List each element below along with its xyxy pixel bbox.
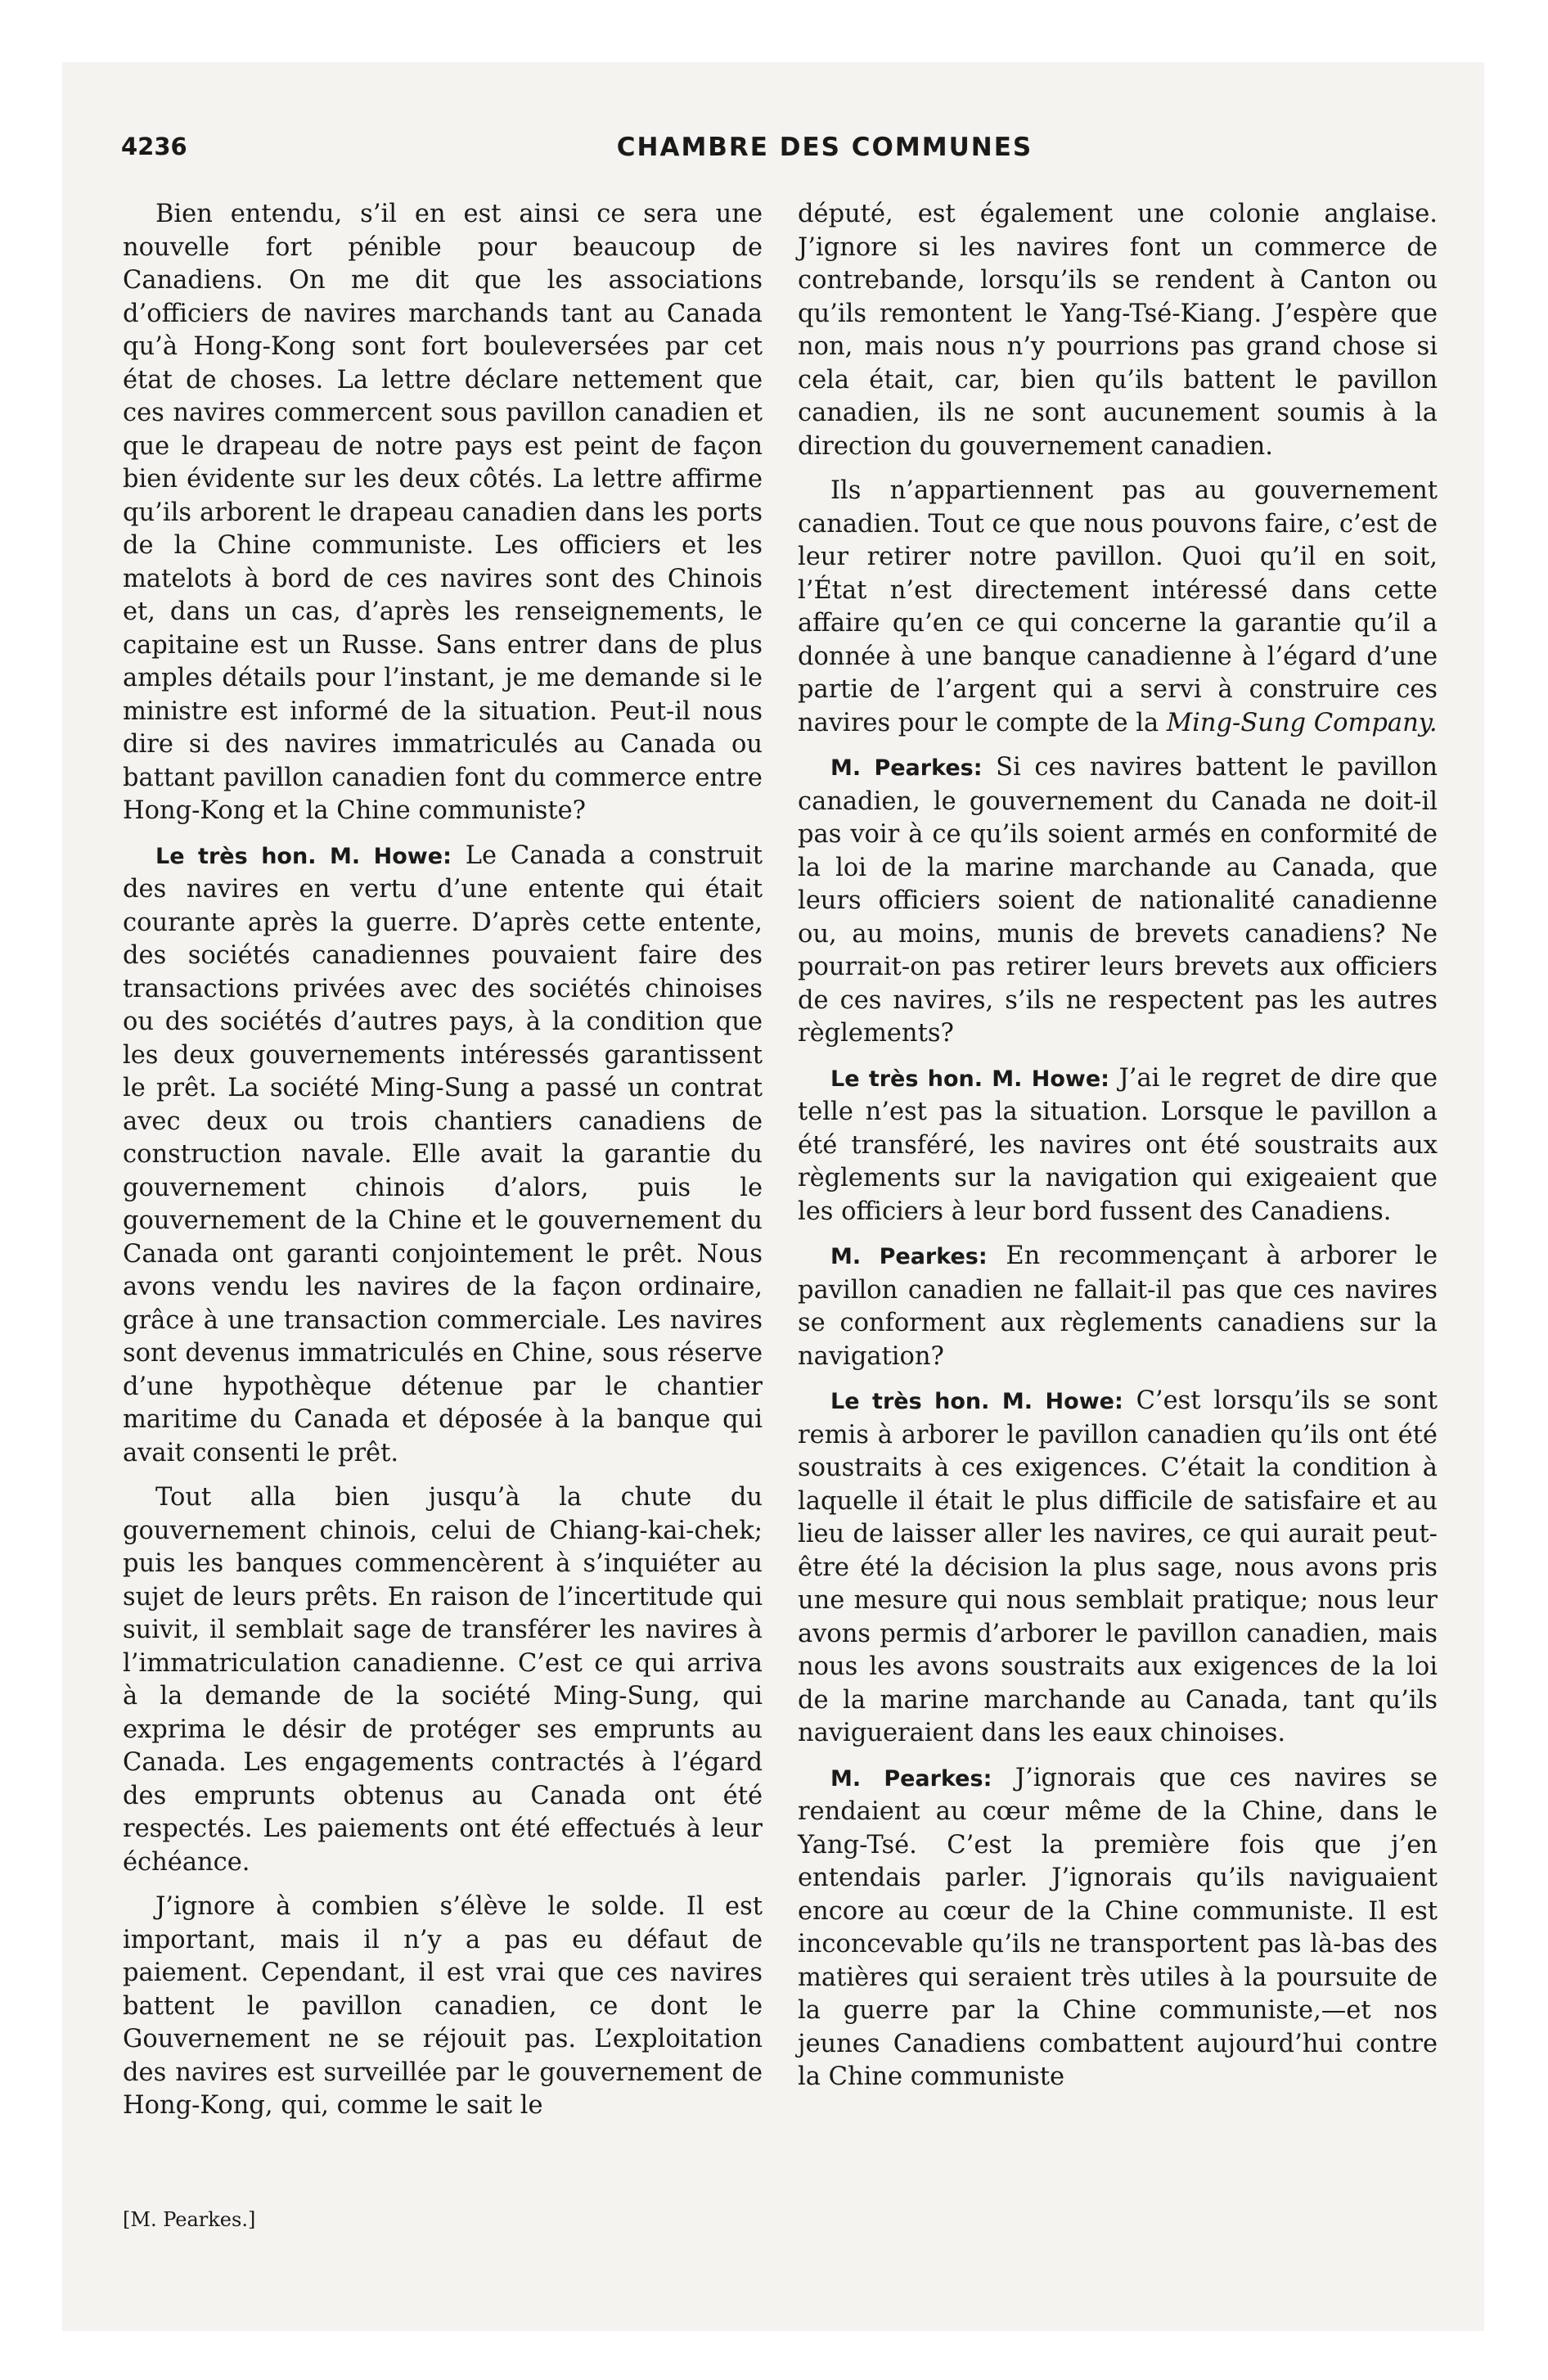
- speech: [798, 1385, 1438, 1751]
- paragraph-text: Ils n’appartiennent pas au gouvernement canadien. Tout ce que nous pouvons faire, c’est de leur retirer notre pavillon. Quoi qu’il en soit, l’État n’est directement intéressé dans cette affaire qu’en ce qui concerne la garantie qu’il a donnée à une banque canadienne à l’égard d’une partie de l’argent qui a servi à construire ces navires pour le compte de la: [798, 476, 1438, 737]
- paragraph: député, est également une colonie anglaise. J’ignore si les navires font un commerce de contrebande, lorsqu’ils se rendent à Canton ou qu’ils remontent le Yang-Tsé-Kiang. J’espère que non, mais nous n’y pourrions pas grand chose si cela était, car, bien qu’ils battent le pavillon canadien, ils ne sont aucunement soumis à la direction du gouvernement canadien.: [798, 200, 1438, 461]
- speech: [798, 1240, 1438, 1373]
- speaker-name: Le très hon. M. Howe:: [830, 1066, 1109, 1092]
- speaker-footnote: [M. Pearkes.]: [123, 2208, 256, 2231]
- page-header: [121, 133, 1430, 174]
- paragraph: Tout alla bien jusqu’à la chute du gouvernement chinois, celui de Chiang-kai-chek; puis les banques commencèrent à s’inquiéter au sujet de leurs prêts. En raison de l’incertitude qui suivit, il semblait sage de transférer les navires à l’immatriculation canadienne. C’est ce qui arriva à la demande de la société Ming-Sung, qui exprima le désir de protéger ses emprunts au Canada. Les engagements contractés à l’égard des emprunts obtenus au Canada ont été respectés. Les paiements ont été effectués à leur échéance.: [123, 1483, 763, 1877]
- speech-text: C’est lorsqu’ils se sont remis à arborer le pavillon canadien qu’ils ont été soustraits à ces exigences. C’était la condition à laquelle il était le plus difficile de satisfaire et au lieu de laisser aller les navires, ce qui aurait peut-être été la décision la plus sage, nous avons pris une mesure qui nous semblait pratique; nous leur avons permis d’arborer le pavillon canadien, mais nous les avons soustraits aux exigences de la loi de la marine marchande au Canada, tant qu’ils navigueraient dans les eaux chinoises.: [798, 1386, 1438, 1747]
- speech: [798, 1062, 1438, 1229]
- speaker-name: Le très hon. M. Howe:: [155, 843, 452, 869]
- page-number: 4236: [121, 133, 187, 160]
- paragraph: Bien entendu, s’il en est ainsi ce sera une nouvelle fort pénible pour beaucoup de Canadiens. On me dit que les associations d’officiers de navires marchands tant au Canada qu’à Hong-Kong sont fort bouleversées par cet état de choses. La lettre déclare nettement que ces navires commercent sous pavillon canadien et que le drapeau de notre pays est peint de façon bien évidente sur les deux côtés. La lettre affirme qu’ils arborent le drapeau canadien dans les ports de la Chine communiste. Les officiers et les matelots à bord de ces navires sont des Chinois et, dans un cas, d’après les renseignements, le capitaine est un Russe. Sans entrer dans de plus amples détails pour l’instant, je me demande si le ministre est informé de la situation. Peut-il nous dire si des navires immatriculés au Canada ou battant pavillon canadien font du commerce entre Hong-Kong et la Chine communiste?: [123, 200, 763, 825]
- speech: [798, 751, 1438, 1051]
- speech-text: Si ces navires battent le pavillon canadien, le gouvernement du Canada ne doit-il pas voir à ce qu’ils soient armés en conformité de la loi de la marine marchande au Canada, que leurs officiers soient de nationalité canadienne ou, au moins, munis de brevets canadiens? Ne pourrait-on pas retirer leurs brevets aux officiers de ces navires, s’ils ne respectent pas les autres règlements?: [798, 753, 1438, 1048]
- speaker-name: M. Pearkes:: [830, 755, 983, 781]
- speaker-name: M. Pearkes:: [830, 1765, 992, 1792]
- speech: [798, 1762, 1438, 2094]
- running-head-title: CHAMBRE DES COMMUNES: [616, 133, 1033, 162]
- speech-text: J’ai le regret de dire que telle n’est pas la situation. Lorsque le pavillon a été transféré, les navires ont été soustraits aux règlements sur la navigation qui exigeaient que les officiers à leur bord fussent des Canadiens.: [798, 1063, 1438, 1226]
- speaker-name: Le très hon. M. Howe:: [830, 1389, 1123, 1414]
- speech-text: En recommençant à arborer le pavillon canadien ne fallait-il pas que ces navires se conforment aux règlements canadiens sur la navigation?: [798, 1242, 1438, 1371]
- speech: [123, 840, 763, 1471]
- right-column: [798, 198, 1438, 2106]
- paragraph: [798, 475, 1438, 740]
- left-column: [123, 198, 763, 2134]
- speaker-name: M. Pearkes:: [830, 1244, 988, 1269]
- speech-text: J’ignorais que ces navires se rendaient au cœur même de la Chine, dans le Yang-Tsé. C’est la première fois que j’en entendais parler. J’ignorais qu’ils naviguaient encore au cœur de la Chine communiste. Il est inconcevable qu’ils ne transportent pas là-bas des matières qui seraient très utiles à la poursuite de la guerre par la Chine communiste,—et nos jeunes Canadiens combattent aujourd’hui contre la Chine communiste: [798, 1763, 1438, 2091]
- company-name: Ming-Sung Company.: [1166, 708, 1438, 737]
- paragraph: J’ignore à combien s’élève le solde. Il est important, mais il n’y a pas eu défaut de paiement. Cependant, il est vrai que ces navires battent le pavillon canadien, ce dont le Gouvernement ne se réjouit pas. L’exploitation des navires est surveillée par le gouvernement de Hong-Kong, qui, comme le sait le: [123, 1892, 763, 2120]
- speech-text: Le Canada a construit des navires en vertu d’une entente qui était courante après la guerre. D’après cette entente, des sociétés canadiennes pouvaient faire des transactions privées avec des sociétés chinoises ou des sociétés d’autres pays, à la condition que les deux gouvernements intéressés garantissent le prêt. La société Ming-Sung a passé un contrat avec deux ou trois chantiers canadiens de construction navale. Elle avait la garantie du gouvernement chinois d’alors, puis le gouvernement de la Chine et le gouvernement du Canada ont garanti conjointement le prêt. Nous avons vendu les navires de la façon ordinaire, grâce à une transaction commerciale. Les navires sont devenus immatriculés en Chine, sous réserve d’une hypothèque détenue par le chantier maritime du Canada et déposée à la banque qui avait consenti le prêt.: [123, 841, 763, 1467]
